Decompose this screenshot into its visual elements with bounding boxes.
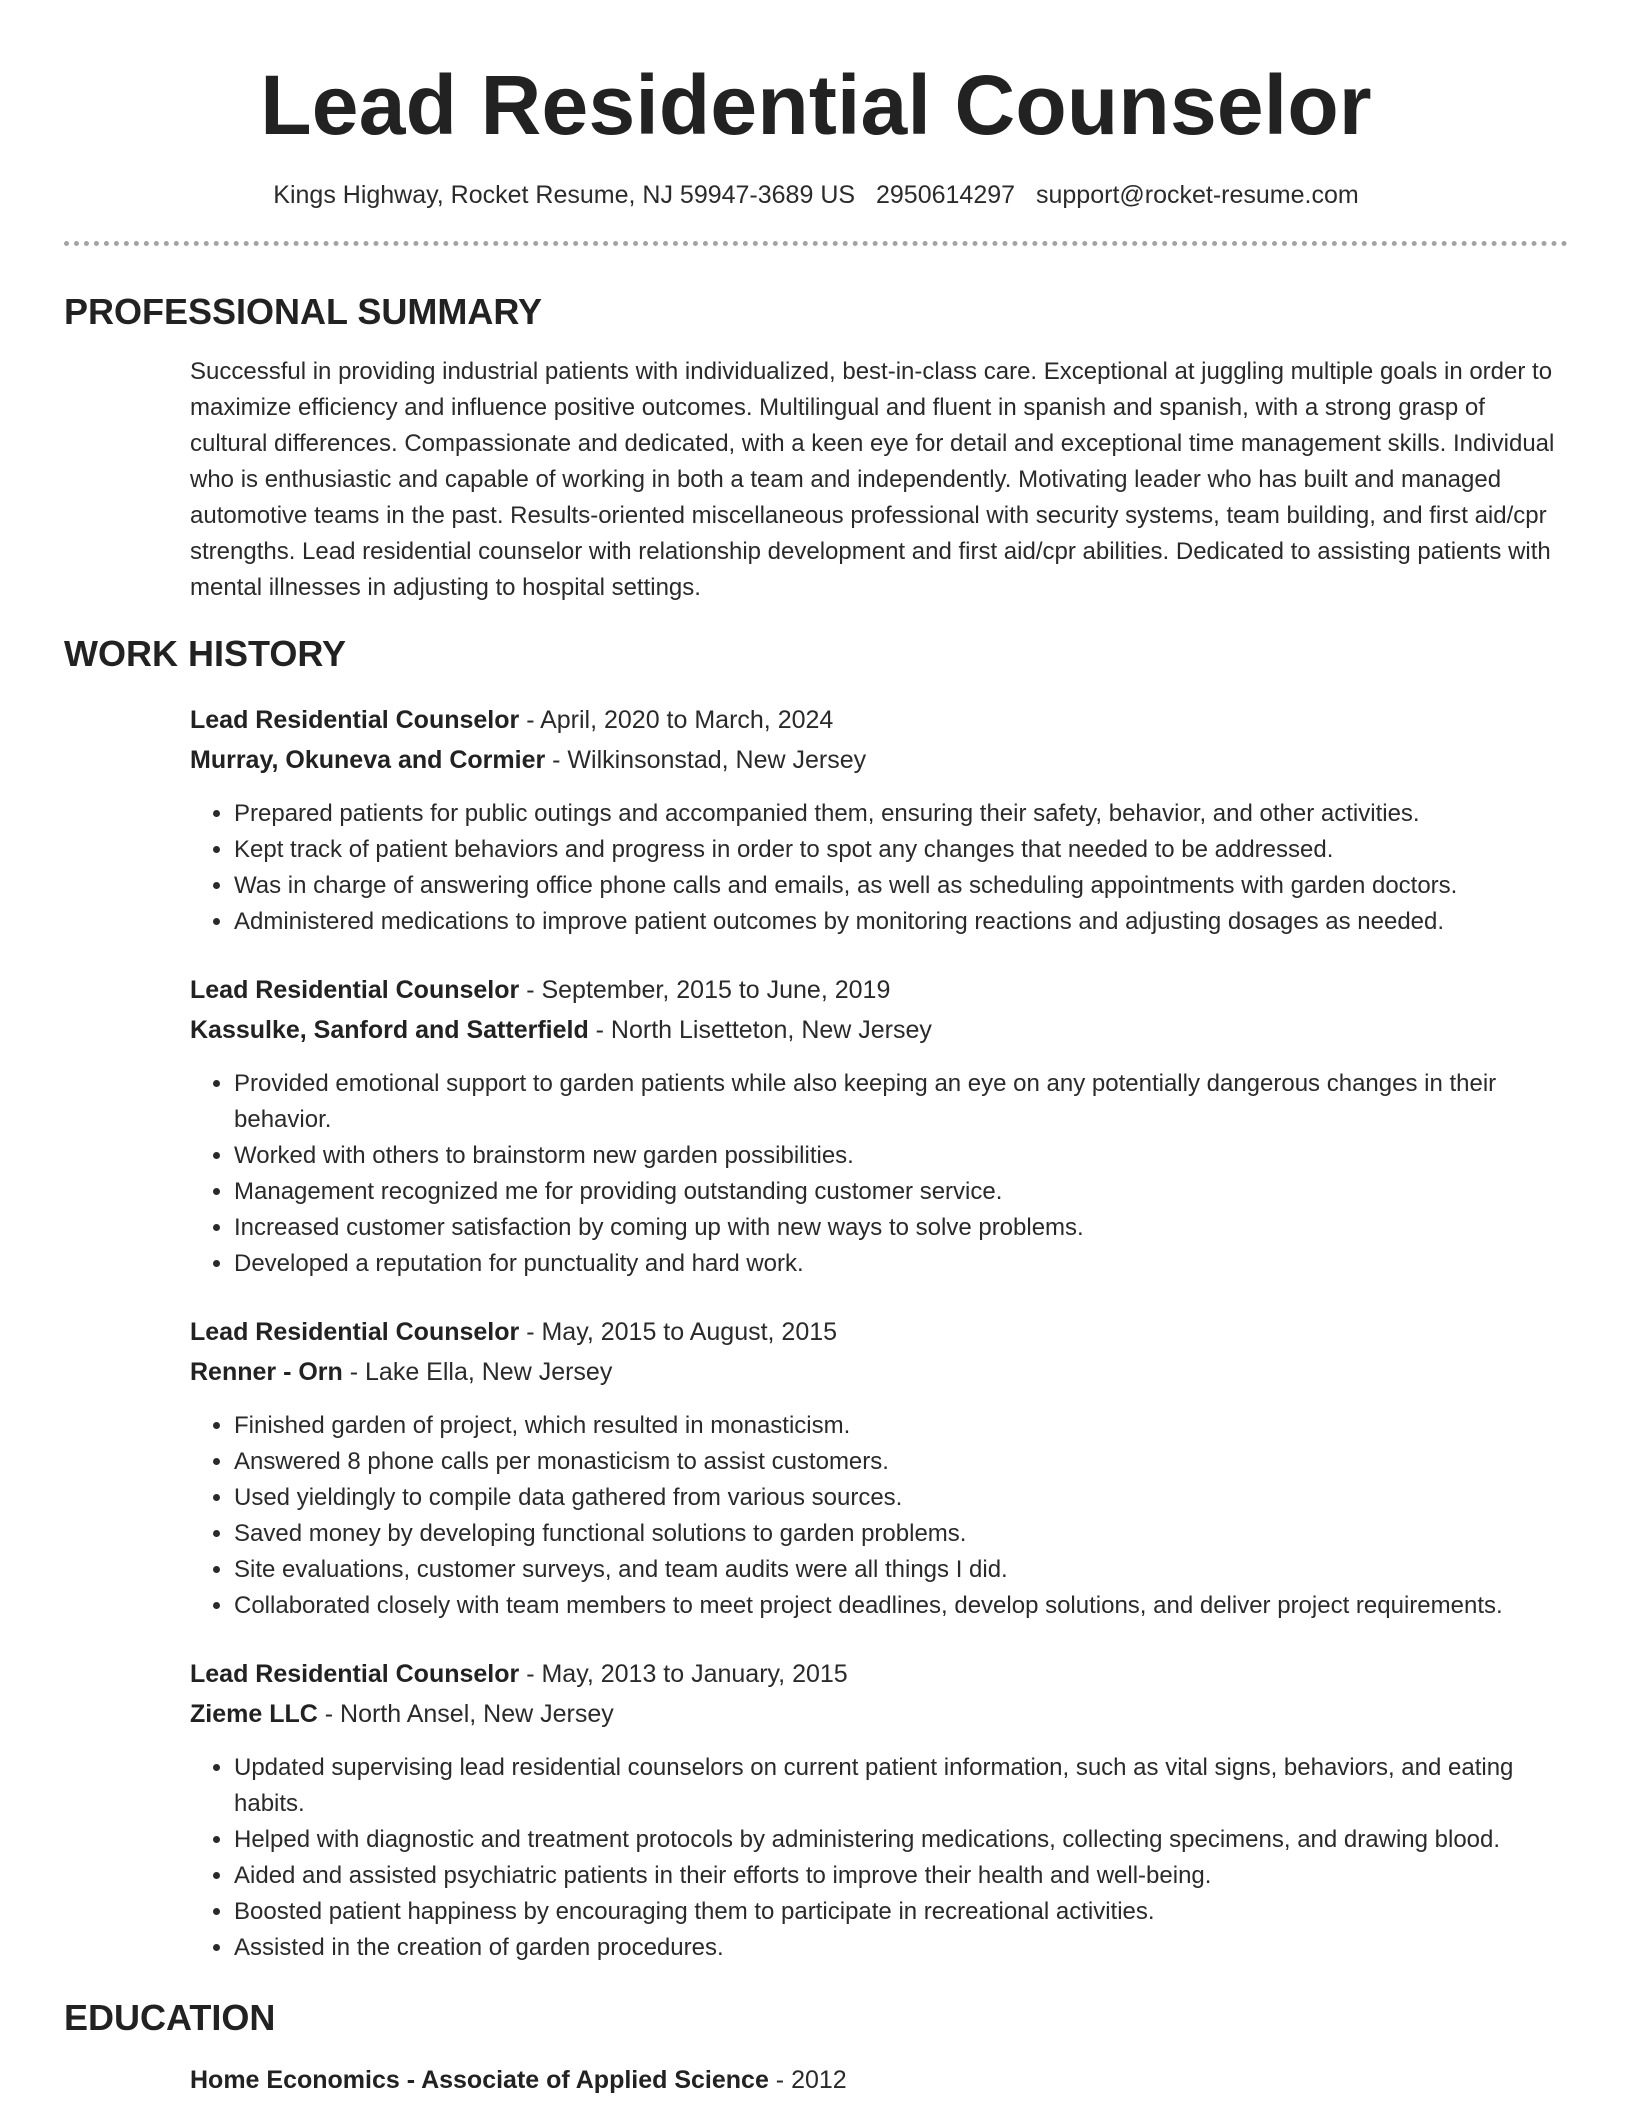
job-role: Lead Residential Counselor: [190, 706, 520, 734]
candidate-name: Lead Residential Counselor: [260, 58, 1372, 152]
job-role: Lead Residential Counselor: [190, 1318, 520, 1346]
job-title-line: [190, 970, 1568, 1010]
job-bullet-list: [190, 1408, 1568, 1624]
education-degree: Home Economics - Associate of Applied Science: [190, 2066, 769, 2094]
job-role: Lead Residential Counselor: [190, 976, 520, 1004]
job-entry: [190, 1312, 1568, 1624]
job-location: - North Lisetteton, New Jersey: [588, 1016, 932, 1044]
job-entry: [190, 700, 1568, 940]
job-company-line: [190, 1352, 1568, 1392]
job-bullet: • Finished garden of project, which resulted in monasticism.: [234, 1408, 1568, 1444]
job-role: Lead Residential Counselor: [190, 1660, 520, 1688]
job-bullet: • Boosted patient happiness by encouraging them to participate in recreational activities.: [234, 1894, 1568, 1930]
job-bullet: • Prepared patients for public outings and accompanied them, ensuring their safety, behavior, and other activities.: [234, 796, 1568, 832]
job-bullet: • Worked with others to brainstorm new garden possibilities.: [234, 1138, 1568, 1174]
education-year: - 2012: [768, 2066, 847, 2094]
job-bullet: • Updated supervising lead residential counselors on current patient information, such as vital signs, behaviors, and eating habits.: [234, 1750, 1568, 1822]
contact-email[interactable]: support@rocket-resume.com: [1036, 181, 1359, 209]
job-entry: [190, 970, 1568, 1282]
work-history-list: [190, 700, 1568, 1966]
job-company-line: [190, 1010, 1568, 1050]
section-title-education: EDUCATION: [64, 1997, 276, 2038]
header-divider: [64, 241, 1568, 246]
job-bullet: • Assisted in the creation of garden procedures.: [234, 1930, 1568, 1966]
job-title-line: [190, 1654, 1568, 1694]
job-bullet: • Site evaluations, customer surveys, and team audits were all things I did.: [234, 1552, 1568, 1588]
job-dates: - April, 2020 to March, 2024: [519, 706, 834, 734]
job-bullet: • Increased customer satisfaction by coming up with new ways to solve problems.: [234, 1210, 1568, 1246]
job-bullet: • Developed a reputation for punctuality and hard work.: [234, 1246, 1568, 1282]
job-bullet: • Answered 8 phone calls per monasticism to assist customers.: [234, 1444, 1568, 1480]
job-company: Murray, Okuneva and Cormier: [190, 746, 546, 774]
job-entry: [190, 1654, 1568, 1966]
summary-text: Successful in providing industrial patients with individualized, best-in-class care. Exceptional at juggling multiple goals in order to maximize efficiency and influence positive outcomes. Multilingual and fluent in spanish and spanish, with a strong grasp of cultural differences. Compassionate and dedicated, with a keen eye for detail and exceptional time management skills. Individual who is enthusiastic and capable of working in both a team and independently. Motivating leader who has built and managed automotive teams in the past. Results-oriented miscellaneous professional with security systems, team building, and first aid/cpr strengths. Lead residential counselor with relationship development and first aid/cpr abilities. Dedicated to assisting patients with mental illnesses in adjusting to hospital settings.: [190, 358, 1555, 601]
job-company: Renner - Orn: [190, 1358, 343, 1386]
job-bullet: • Provided emotional support to garden patients while also keeping an eye on any potentially dangerous changes in their behavior.: [234, 1066, 1568, 1138]
job-bullet-list: [190, 796, 1568, 940]
job-bullet: • Saved money by developing functional solutions to garden problems.: [234, 1516, 1568, 1552]
section-title-work-history: WORK HISTORY: [64, 633, 347, 674]
job-location: - North Ansel, New Jersey: [317, 1700, 614, 1728]
job-bullet: • Was in charge of answering office phone calls and emails, as well as scheduling appointments with garden doctors.: [234, 868, 1568, 904]
job-company: Kassulke, Sanford and Satterfield: [190, 1016, 589, 1044]
job-location: - Lake Ella, New Jersey: [342, 1358, 613, 1386]
job-bullet: • Helped with diagnostic and treatment protocols by administering medications, collecting specimens, and drawing blood.: [234, 1822, 1568, 1858]
education-entry: [190, 2060, 1568, 2100]
job-company-line: [190, 740, 1568, 780]
job-dates: - September, 2015 to June, 2019: [519, 976, 891, 1004]
job-title-line: [190, 700, 1568, 740]
job-bullet: • Management recognized me for providing outstanding customer service.: [234, 1174, 1568, 1210]
job-bullet: • Collaborated closely with team members to meet project deadlines, develop solutions, and deliver project requirements.: [234, 1588, 1568, 1624]
job-bullet: • Used yieldingly to compile data gathered from various sources.: [234, 1480, 1568, 1516]
job-bullet: • Kept track of patient behaviors and progress in order to spot any changes that needed to be addressed.: [234, 832, 1568, 868]
job-location: - Wilkinsonstad, New Jersey: [545, 746, 867, 774]
contact-phone: 2950614297: [876, 181, 1016, 209]
job-bullet: • Aided and assisted psychiatric patients in their efforts to improve their health and well-being.: [234, 1858, 1568, 1894]
contact-address: Kings Highway, Rocket Resume, NJ 59947-3689 US: [273, 181, 856, 209]
section-title-summary: PROFESSIONAL SUMMARY: [64, 291, 543, 332]
job-title-line: [190, 1312, 1568, 1352]
job-bullet: • Administered medications to improve patient outcomes by monitoring reactions and adjusting dosages as needed.: [234, 904, 1568, 940]
job-company: Zieme LLC: [190, 1700, 318, 1728]
job-bullet-list: [190, 1066, 1568, 1282]
job-dates: - May, 2013 to January, 2015: [519, 1660, 848, 1688]
job-company-line: [190, 1694, 1568, 1734]
contact-line: [64, 177, 1568, 213]
job-bullet-list: [190, 1750, 1568, 1966]
job-dates: - May, 2015 to August, 2015: [519, 1318, 838, 1346]
